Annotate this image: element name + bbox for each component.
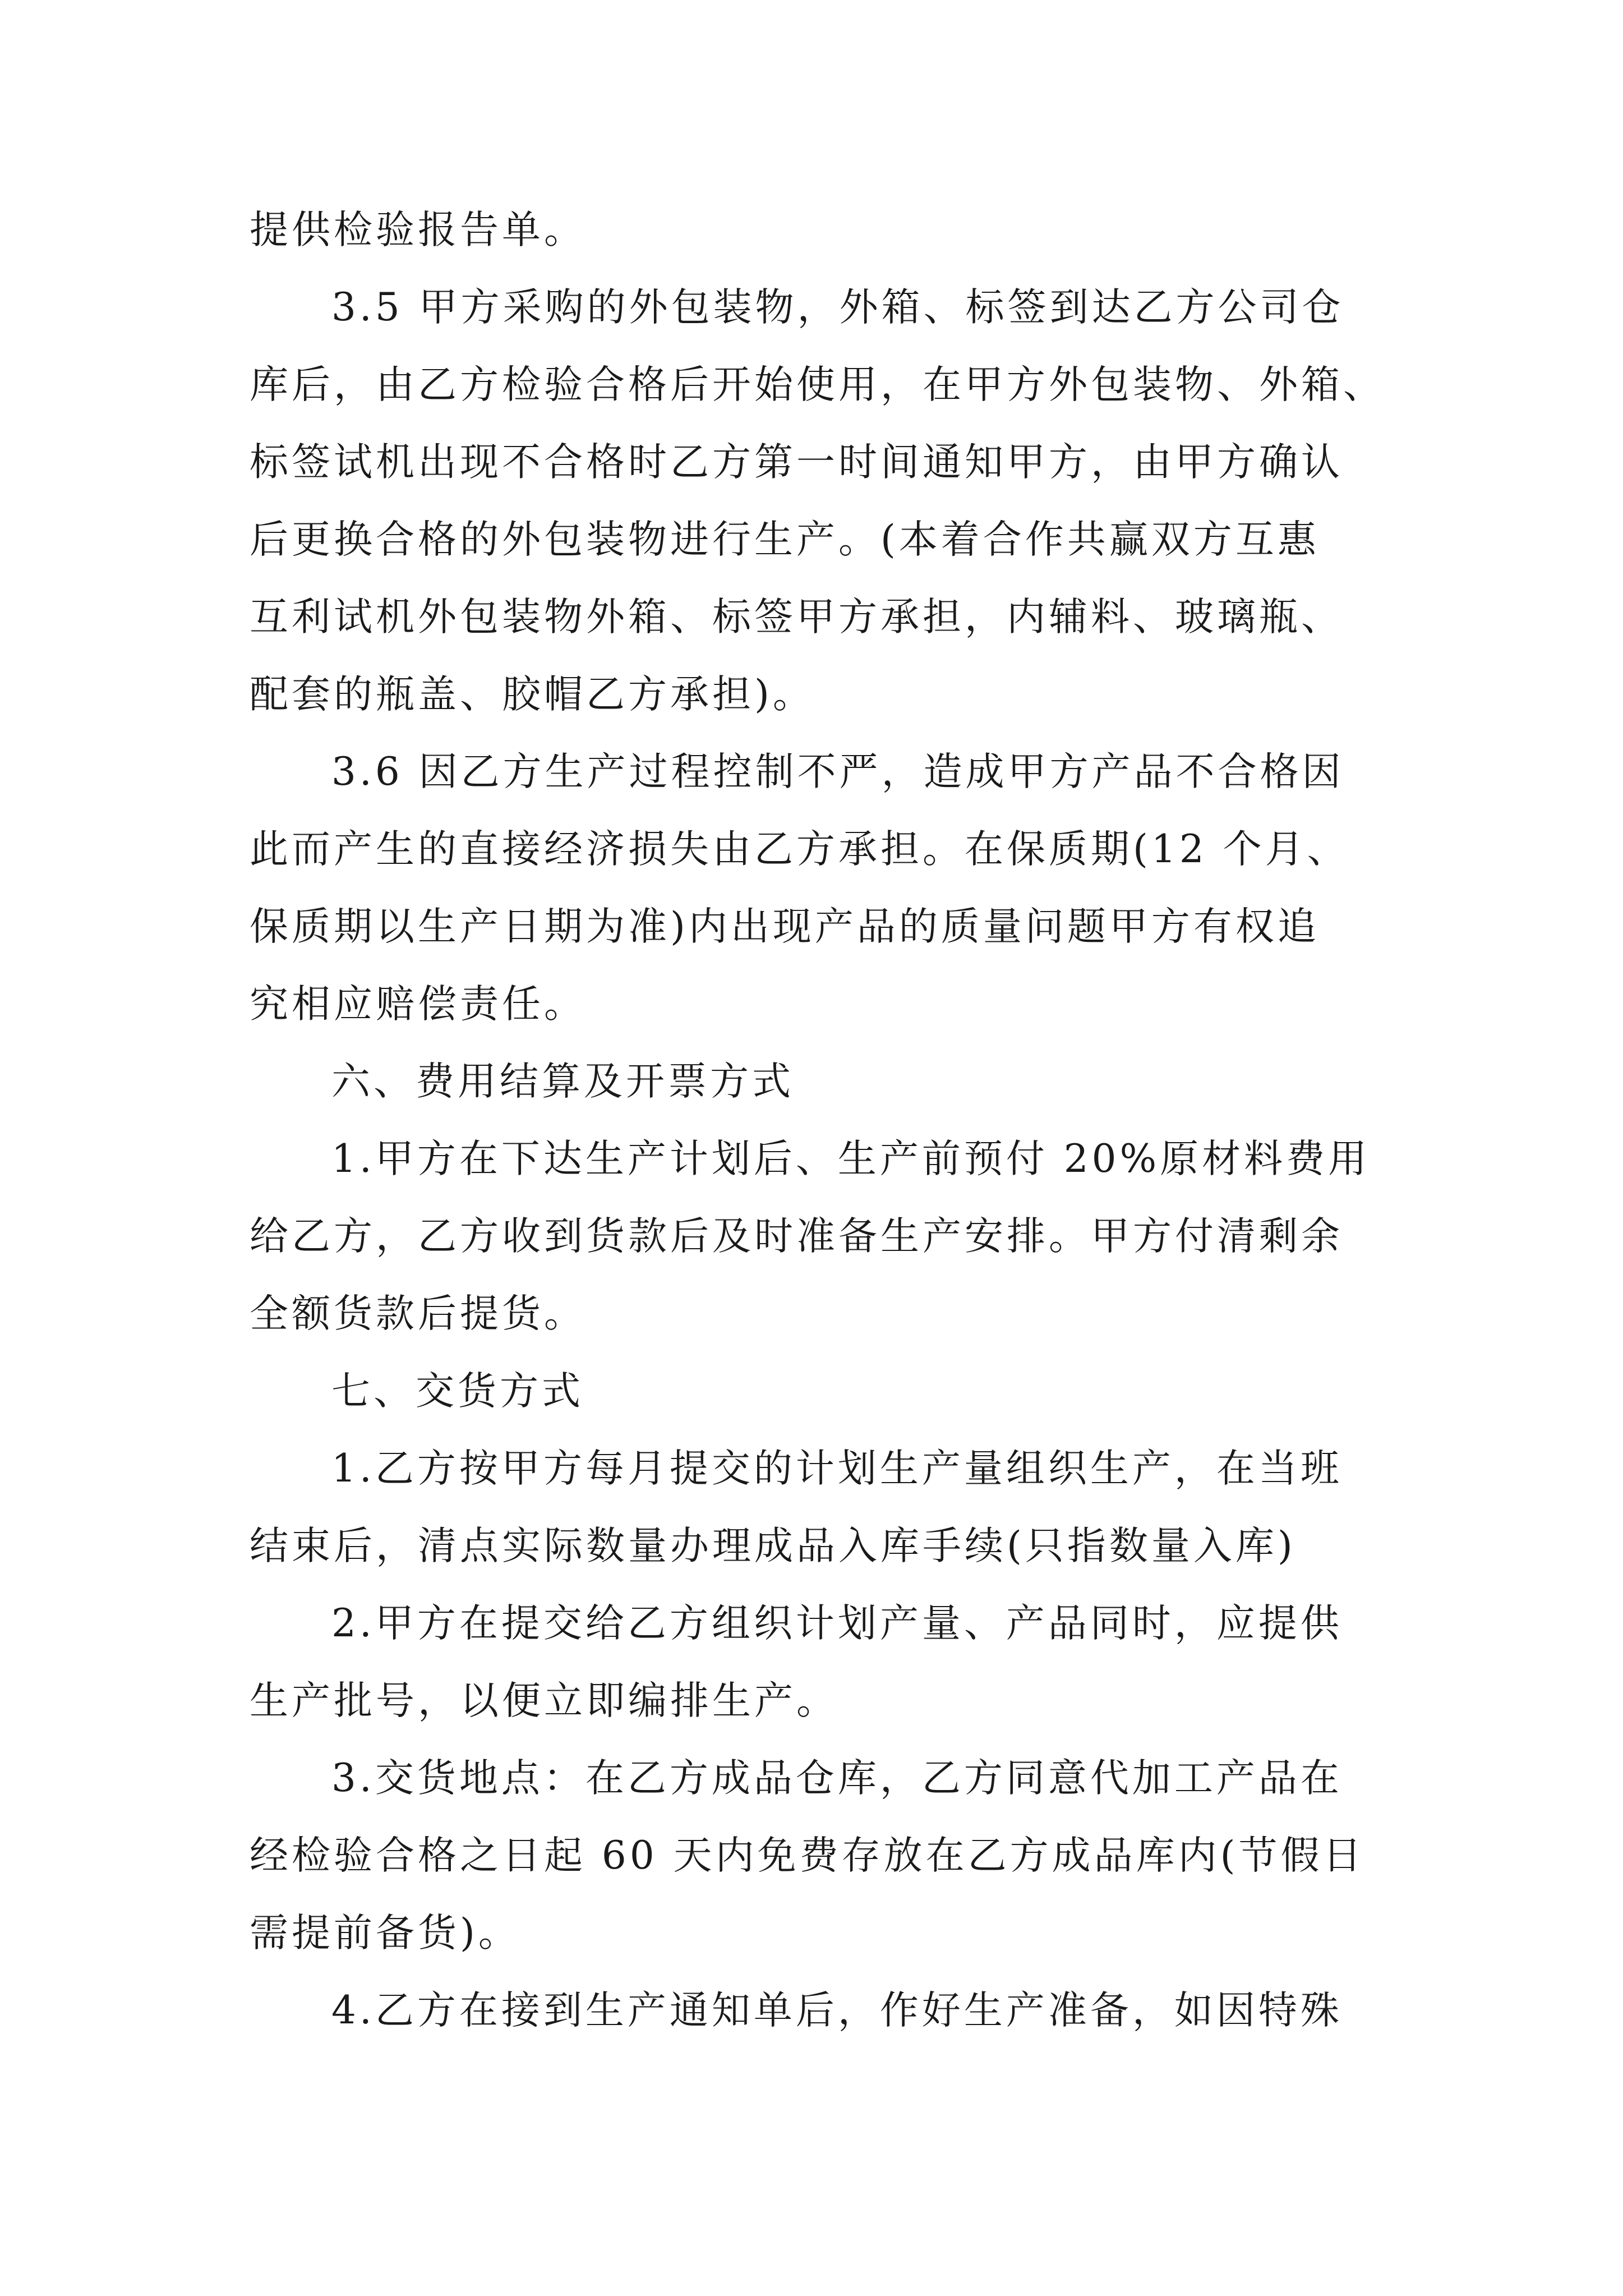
text-line: 给乙方，乙方收到货款后及时准备生产安排。甲方付清剩余 <box>250 1214 1343 1259</box>
text-line: 库后，由乙方检验合格后开始使用，在甲方外包装物、外箱、 <box>250 362 1385 407</box>
text-line: 保质期以生产日期为准)内出现产品的质量问题甲方有权追 <box>250 904 1320 949</box>
clause-3-6: 3.6 因乙方生产过程控制不严，造成甲方产品不合格因 <box>331 749 1344 794</box>
text-line: 究相应赔偿责任。 <box>250 982 586 1027</box>
section-heading-7: 七、交货方式 <box>331 1369 584 1414</box>
text-line: 结束后，清点实际数量办理成品入库手续(只指数量入库) <box>250 1524 1296 1568</box>
text-line: 生产批号，以便立即编排生产。 <box>250 1678 838 1723</box>
text-line: 需提前备货)。 <box>250 1911 520 1955</box>
text-line: 经检验合格之日起 60 天内免费存放在乙方成品库内(节假日 <box>250 1833 1365 1878</box>
text-line: 提供检验报告单。 <box>250 208 586 252</box>
section-heading-6: 六、费用结算及开票方式 <box>331 1059 794 1104</box>
text-line: 标签试机出现不合格时乙方第一时间通知甲方，由甲方确认 <box>250 440 1343 485</box>
clause-6-1: 1.甲方在下达生产计划后、生产前预付 20%原材料费用 <box>331 1137 1371 1181</box>
text-line: 后更换合格的外包装物进行生产。(本着合作共赢双方互惠 <box>250 517 1320 562</box>
text-line: 互利试机外包装物外箱、标签甲方承担，内辅料、玻璃瓶、 <box>250 595 1343 639</box>
clause-7-3: 3.交货地点：在乙方成品仓库，乙方同意代加工产品在 <box>331 1756 1343 1801</box>
clause-3-5: 3.5 甲方采购的外包装物，外箱、标签到达乙方公司仓 <box>331 285 1344 330</box>
text-line: 配套的瓶盖、胶帽乙方承担)。 <box>250 672 815 717</box>
text-line: 全额货款后提货。 <box>250 1291 586 1336</box>
clause-7-2: 2.甲方在提交给乙方组织计划产量、产品同时，应提供 <box>331 1601 1343 1646</box>
clause-7-4: 4.乙方在接到生产通知单后，作好生产准备，如因特殊 <box>331 1988 1343 2033</box>
clause-7-1: 1.乙方按甲方每月提交的计划生产量组织生产，在当班 <box>331 1446 1343 1491</box>
text-line: 此而产生的直接经济损失由乙方承担。在保质期(12 个月、 <box>250 827 1349 872</box>
